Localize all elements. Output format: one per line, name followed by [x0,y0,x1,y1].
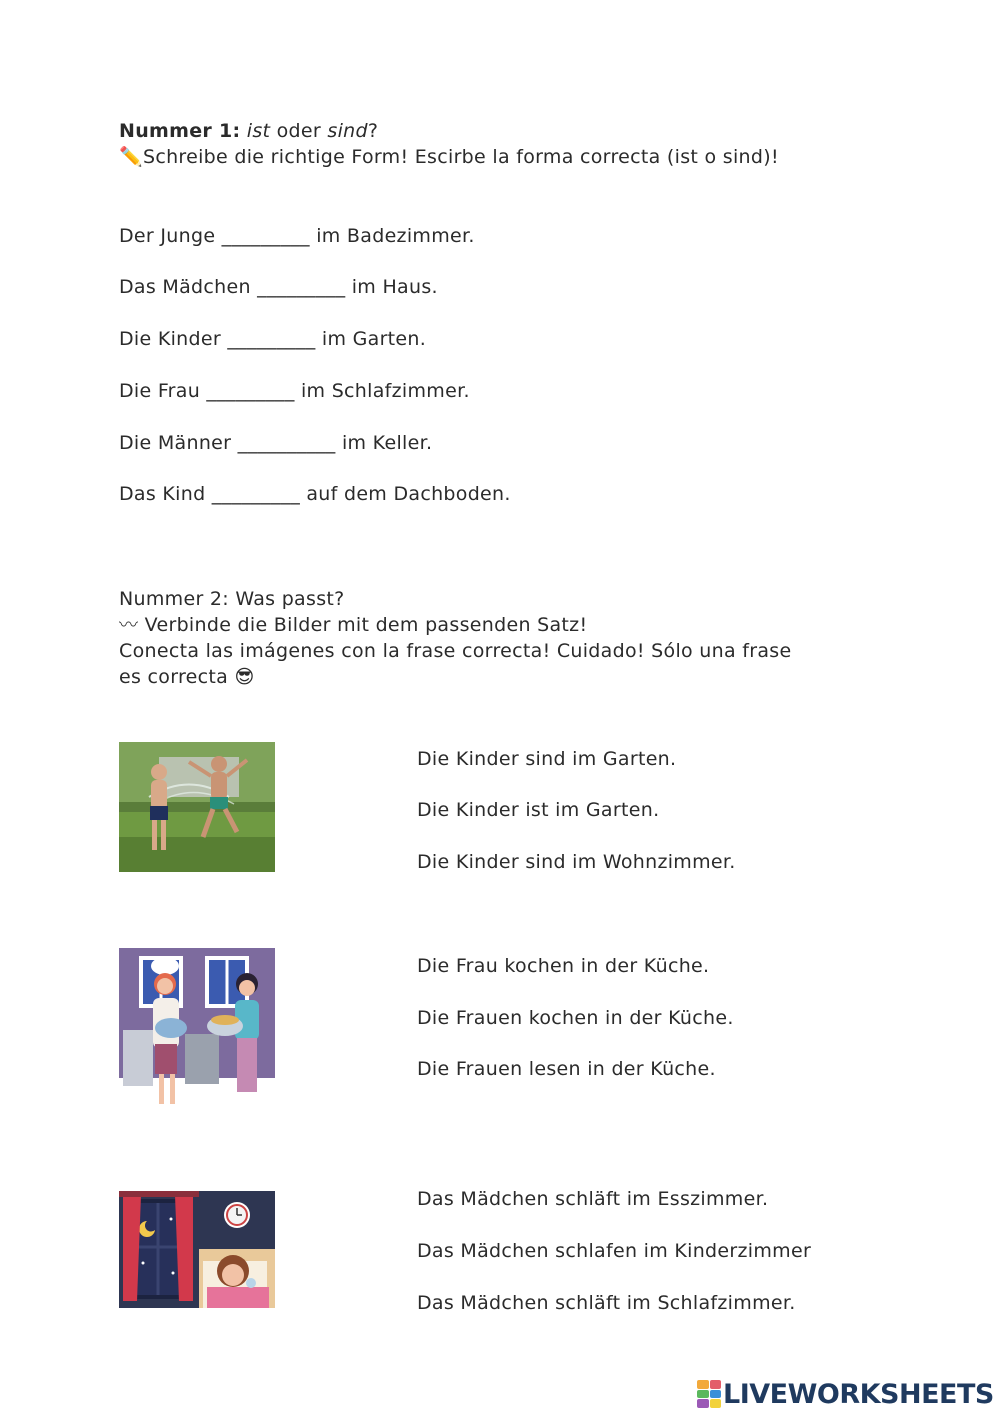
exercise2-instruction-es-1: Conecta las imágenes con la frase correcta! Cuidado! Sólo una frase [119,640,792,662]
women-cooking-image[interactable] [119,948,275,1114]
sentence-6-end: auf dem Dachboden. [300,483,511,505]
blank-5[interactable]: __________ [237,432,336,454]
children-garden-image[interactable] [119,742,275,872]
group3-option-3[interactable]: Das Mädchen schläft im Schlafzimmer. [417,1292,796,1314]
exercise2-instruction-es-2: es correcta 😎 [119,666,255,688]
exercise2-title: Nummer 2: Was passt? [119,588,345,610]
blank-2[interactable]: _________ [257,276,346,298]
sentence-6 [119,481,511,507]
liveworksheets-logo-icon [697,1380,721,1408]
group1-option-1[interactable]: Die Kinder sind im Garten. [417,748,677,770]
girl-sleeping-image[interactable] [119,1191,275,1308]
sentence-1-start: Der Junge [119,225,222,247]
liveworksheets-logo-text: LIVEWORKSHEETS [723,1378,994,1410]
sentence-2 [119,274,438,300]
sentence-5-start: Die Männer [119,432,238,454]
exercise2-instruction-de: 〰 Verbinde die Bilder mit dem passenden Satz! [119,614,588,636]
sentence-4-end: im Schlafzimmer. [294,380,470,402]
exercise1-label: Nummer 1: [119,120,241,142]
sentence-1 [119,223,475,249]
sentence-5 [119,430,432,456]
sentence-2-end: im Haus. [345,276,438,298]
sentence-3-start: Die Kinder [119,328,228,350]
blank-1[interactable]: _________ [221,225,310,247]
group2-option-3[interactable]: Die Frauen lesen in der Küche. [417,1058,716,1080]
group3-option-2[interactable]: Das Mädchen schlafen im Kinderzimmer [417,1240,812,1262]
liveworksheets-logo [697,1378,994,1410]
exercise1-question [119,118,378,144]
sentence-2-start: Das Mädchen [119,276,258,298]
group2-option-1[interactable]: Die Frau kochen in der Küche. [417,955,710,977]
blank-3[interactable]: _________ [227,328,316,350]
blank-4[interactable]: _________ [206,380,295,402]
group3-option-1[interactable]: Das Mädchen schläft im Esszimmer. [417,1188,769,1210]
sentence-1-end: im Badezimmer. [309,225,475,247]
option-ist: ist [246,120,271,142]
question-mark: ? [367,120,379,142]
group1-option-2[interactable]: Die Kinder ist im Garten. [417,799,660,821]
sentence-3 [119,326,426,352]
option-sind: sind [327,120,368,142]
sentence-6-start: Das Kind [119,483,212,505]
exercise1-instruction: ✏️Schreibe die richtige Form! Escirbe la forma correcta (ist o sind)! [119,146,779,168]
sentence-5-end: im Keller. [335,432,433,454]
sentence-4-start: Die Frau [119,380,207,402]
sentence-4 [119,378,470,404]
blank-6[interactable]: _________ [211,483,300,505]
sentence-3-end: im Garten. [315,328,427,350]
group1-option-3[interactable]: Die Kinder sind im Wohnzimmer. [417,851,736,873]
word-oder: oder [270,120,328,142]
group2-option-2[interactable]: Die Frauen kochen in der Küche. [417,1007,734,1029]
